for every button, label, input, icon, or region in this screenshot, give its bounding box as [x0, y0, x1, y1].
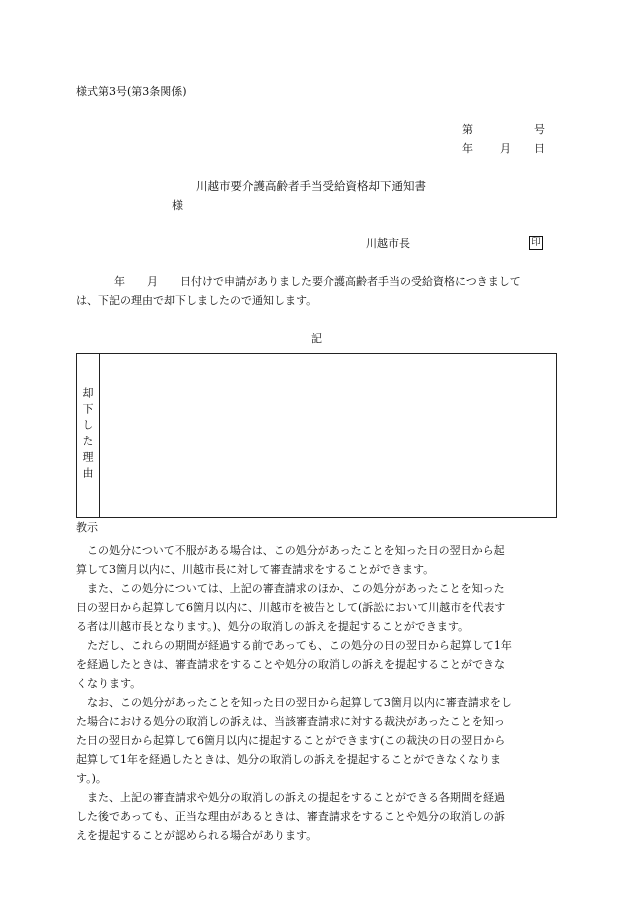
- rejection-reason-box: [76, 353, 557, 518]
- body-text: 日付けで申請がありました要介護高齢者手当の受給資格につきまして: [180, 275, 521, 288]
- rejection-reason-field[interactable]: [100, 354, 556, 517]
- notice-line: また、この処分については、上記の審査請求のほか、この処分があったことを知った: [76, 582, 505, 595]
- notice-line: この処分について不服がある場合は、この処分があったことを知った日の翌日から起: [76, 544, 505, 557]
- issuer-name: 川越市長: [366, 237, 410, 250]
- date-year-label: 年: [462, 142, 473, 155]
- notice-line: る者は川越市長となります。)、処分の取消しの訴えを提起することができます。: [76, 620, 470, 633]
- date-day-label: 日: [534, 142, 545, 155]
- body-text-line: は、下記の理由で却下しましたので通知します。: [76, 294, 318, 307]
- notice-line: す。)。: [76, 772, 107, 785]
- body-year-label: 年: [114, 275, 125, 288]
- notice-line: ただし、これらの期間が経過する前であっても、この処分の日の翌日から起算して1年: [76, 639, 512, 652]
- reference-number-prefix: 第: [462, 123, 473, 136]
- notice-text: [76, 541, 560, 845]
- rejection-reason-label: 却下した理由: [81, 387, 94, 483]
- notice-line: 算して3箇月以内に、川越市長に対して審査請求をすることができます。: [76, 563, 435, 576]
- notice-line: 日の翌日から起算して6箇月以内に、川越市を被告として(訴訟において川越市を代表す: [76, 601, 506, 614]
- notice-line: 起算して1年を経過したときは、処分の取消しの訴えを提起することができなくなりま: [76, 753, 501, 766]
- notice-line: た日の翌日から起算して6箇月以内に提起することができます(この裁決の日の翌日から: [76, 734, 506, 747]
- document-title: 川越市要介護高齢者手当受給資格却下通知書: [196, 179, 426, 193]
- seal-mark: 印: [529, 236, 543, 250]
- ki-heading: 記: [311, 332, 322, 345]
- reference-number-suffix: 号: [534, 123, 545, 136]
- addressee-honorific: 様: [172, 199, 183, 212]
- notice-line: くなります。: [76, 677, 142, 690]
- notice-line: した後であっても、正当な理由があるときは、審査請求をすることや処分の取消しの訴: [76, 810, 505, 823]
- rejection-reason-label-column: [77, 354, 100, 517]
- body-month-label: 月: [147, 275, 158, 288]
- notice-line: た場合における処分の取消しの訴えは、当該審査請求に対する裁決があったことを知っ: [76, 715, 505, 728]
- notice-heading: 教示: [76, 521, 98, 534]
- body-text-line: [76, 276, 521, 287]
- notice-line: えを提起することが認められる場合があります。: [76, 829, 318, 842]
- date-month-label: 月: [500, 142, 511, 155]
- notice-line: なお、この処分があったことを知った日の翌日から起算して3箇月以内に審査請求をし: [76, 696, 512, 709]
- notice-line: を経過したときは、審査請求をすることや処分の取消しの訴えを提起することができな: [76, 658, 505, 671]
- form-number: 様式第3号(第3条関係): [76, 85, 187, 98]
- notice-line: また、上記の審査請求や処分の取消しの訴えの提起をすることができる各期間を経過: [76, 791, 505, 804]
